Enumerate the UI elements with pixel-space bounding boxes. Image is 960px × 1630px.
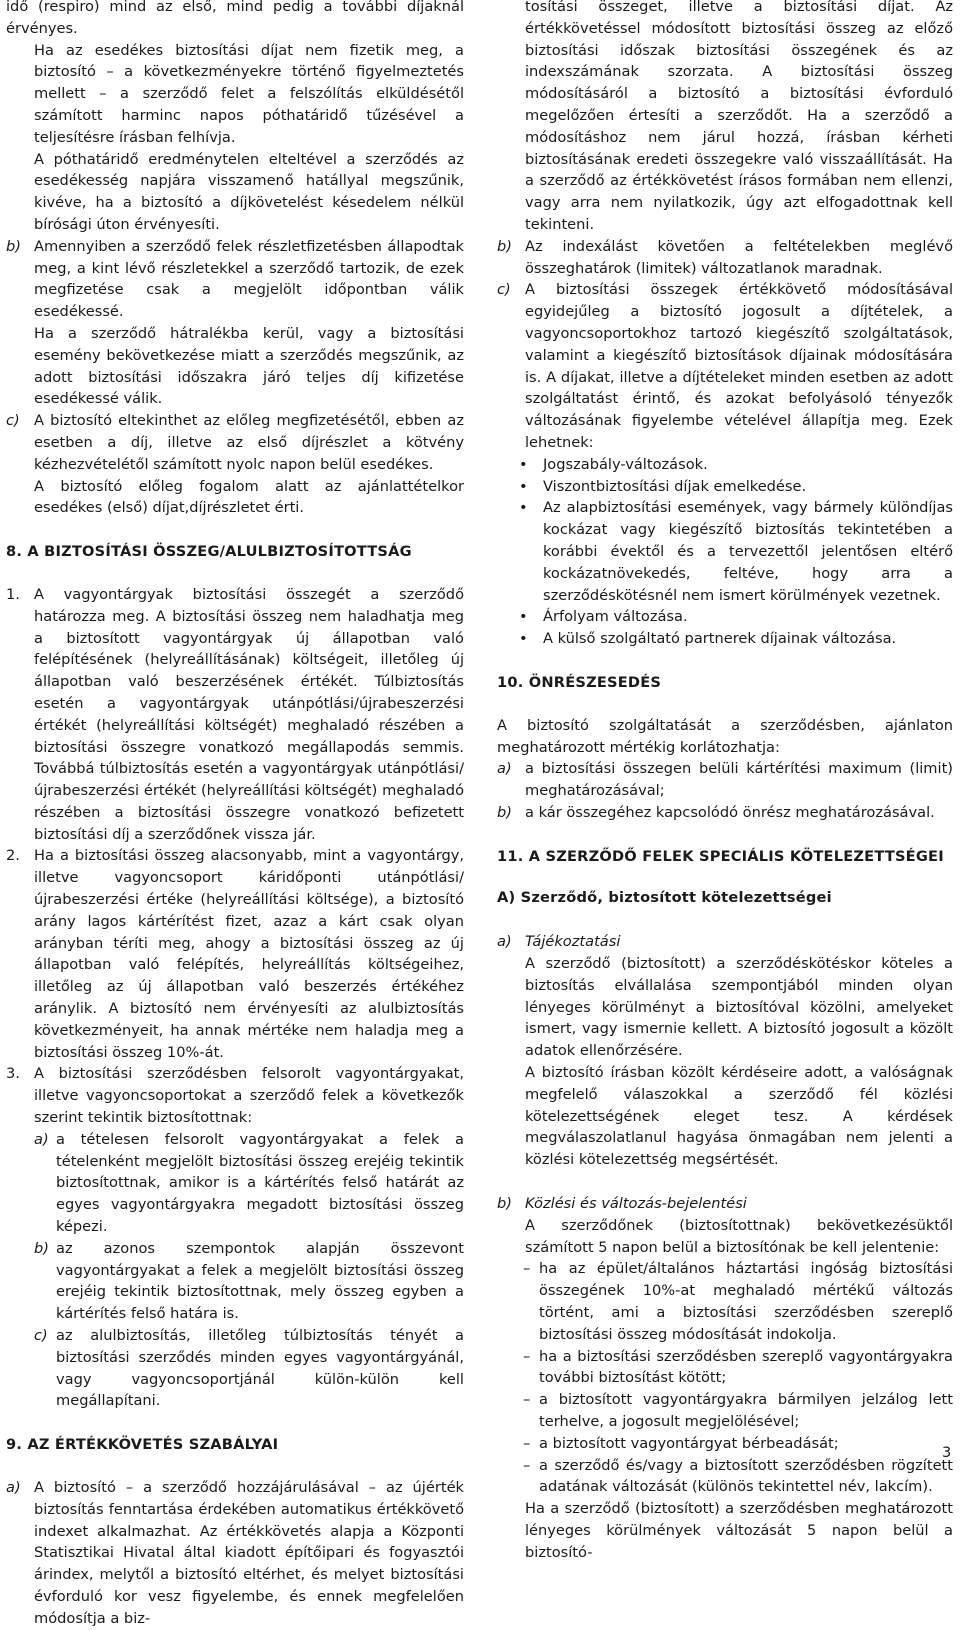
paragraph: A biztosítási összegek értékkövető módosításával egyidejűleg a biztosító jogosult a díjtételek, a vagyoncsoportokhoz tartozó kiegészítő szolgáltatások, valamint a kiegészítő biztosítások díjainak módosítására is. A díjakat, illetve a díjtételeket minden esetben az adott szolgáltatást érintő, és azokat befolyásoló tényezők változásának figyelembe vételével állapítja meg. Ezek lehetnek: <box>525 281 953 451</box>
item-marker: b) <box>6 237 21 255</box>
item-marker: a) <box>497 760 512 778</box>
paragraph: A szerződő (biztosított) a szerződéskötéskor köteles a biztosítás elvállalása szempontjából minden olyan lényeges körülményt a biztosítóval közölni, amelyeket ismert, vagy ismernie kellett. A biztosító jogosult a közölt adatok ellenőrzésére. <box>525 955 953 1060</box>
bullet-list <box>497 454 953 650</box>
paragraph: A szerződőnek (biztosítottnak) bekövetkezésüktől számított 5 napon belül a biztosítónak be kell jelentenie: <box>525 1216 953 1256</box>
bullet-icon: • <box>519 477 528 495</box>
paragraph: Ha az esedékes biztosítási díjat nem fizetik meg, a biztosító – a következményekre történő figyelmeztetés mellett – a szerződő felet a felszólítás elküldésétől számított harminc napos póthatáridő tűzésével a teljesítésre írásban felhívja. <box>34 41 464 146</box>
left-column <box>6 0 464 1630</box>
dash-item <box>497 1258 953 1345</box>
list-item <box>6 410 464 519</box>
bullet-icon: • <box>519 499 528 517</box>
paragraph: Ha a szerződő (biztosított) a szerződésben meghatározott lényeges körülmények változását 5 napon belül a biztosító- <box>525 1500 953 1561</box>
paragraph: Amennyiben a szerződő felek részletfizetésben állapodtak meg, a kint lévő részletekkel a szerződő tartozik, de ezek megfizetése csak a megjelölt időpontban válik esedékessé. <box>34 237 464 321</box>
sub-item <box>34 1238 464 1325</box>
dash-item <box>497 1433 953 1455</box>
paragraph: Jogszabály-változások. <box>543 455 708 473</box>
bullet-item <box>497 497 953 606</box>
item-marker: a) <box>497 933 512 951</box>
section-heading: 8. A BIZTOSÍTÁSI ÖSSZEG/ALULBIZTOSÍTOTTSÁG <box>6 543 412 561</box>
paragraph: A biztosító szolgáltatását a szerződésben, ajánlaton meghatározott mértékig korlátozhatja: <box>497 716 953 756</box>
sub-item <box>34 1325 464 1412</box>
item-marker: 2. <box>6 847 20 865</box>
bullet-item <box>497 628 953 650</box>
paragraph: a szerződő és/vagy a biztosított szerződésben rögzített adatának változását (különös tekintettel név, lakcím). <box>539 1456 953 1496</box>
paragraph: A biztosító írásban közölt kérdéseire adott, a valóságnak megfelelő válaszokkal a szerződő fél közlési kötelezettségének eleget tesz. A kérdések megválaszolatlanul hagyása önmagában nem jelenti a közlési kötelezettség megsértését. <box>525 1064 953 1169</box>
list-item <box>6 1477 464 1630</box>
paragraph: Az indexálást követően a feltételekben meglévő összeghatárok (limitek) változatlanok maradnak. <box>525 237 953 277</box>
dash-marker: – <box>523 1456 531 1474</box>
list-item <box>497 1193 953 1258</box>
bullet-icon: • <box>519 608 528 626</box>
list-item <box>497 931 953 1171</box>
paragraph: idő (respiro) mind az első, mind pedig a további díjaknál érvényes. <box>6 0 464 37</box>
item-marker: c) <box>34 1327 48 1345</box>
list-item <box>497 279 953 453</box>
dash-marker: – <box>523 1434 531 1452</box>
item-marker: 1. <box>6 585 20 603</box>
item-marker: c) <box>497 281 511 299</box>
dash-marker: – <box>523 1347 531 1365</box>
item-title: Tájékoztatási <box>525 933 621 951</box>
paragraph: A póthatáridő eredménytelen elteltével a szerződés az esedékesség napjára visszamenő hatállyal megszűnik, kivéve, ha a biztosító a díjkövetelést késedelem nélkül bírósági úton érvényesíti. <box>34 150 464 233</box>
dash-marker: – <box>523 1391 531 1409</box>
list-item <box>6 584 464 846</box>
paragraph: A külső szolgáltató partnerek díjainak változása. <box>543 630 897 648</box>
paragraph: tosítási összeget, illetve a biztosítási díjat. Az értékkövetéssel módosított biztosítási összeg az előző biztosítási időszak biztosítási összegének és az indexszámának szorzata. A biztosítási összeg módosításáról a biztosító a biztosítási évforduló megelőzően értesíti a szerződőt. Ha a szerződő a módosításhoz nem járul hozzá, írásban kérheti biztosításának eredeti összegekre való visszaállítását. Ha a szerződő az értékkövetést írásos formában nem ellenzi, vagy arra nem nyilatkozik, úgy azt elfogadottnak kell tekinteni. <box>525 0 953 233</box>
list-item <box>497 802 953 824</box>
item-marker: 3. <box>6 1065 20 1083</box>
bullet-icon: • <box>519 455 528 473</box>
paragraph: a kár összegéhez kapcsolódó önrész meghatározásával. <box>525 803 935 821</box>
item-marker: b) <box>497 237 512 255</box>
paragraph: a biztosított vagyontárgyakra bármilyen jelzálog lett terhelve, a jogosult megjelölésével; <box>539 1391 953 1431</box>
bullet-item <box>497 476 953 498</box>
item-marker: c) <box>6 412 20 430</box>
bullet-item <box>497 454 953 476</box>
bullet-item <box>497 606 953 628</box>
paragraph: Ha a szerződő hátralékba kerül, vagy a biztosítási esemény bekövetkezése miatt a szerződés megszűnik, az adott biztosítási időszakra járó teljes díj kifizetése esedékessé válik. <box>34 324 464 408</box>
list-item <box>497 236 953 280</box>
paragraph: ha a biztosítási szerződésben szereplő vagyontárgyakra további biztosítást kötött; <box>539 1347 953 1387</box>
item-marker: a) <box>34 1130 49 1148</box>
page-number: 3 <box>942 1444 952 1461</box>
paragraph: Az alapbiztosítási események, vagy bármely különdíjas kockázat vagy kiegészítő biztosítás tekintetében a korábbi évektől és a tervezettől jelentősen eltérő kockázatnövekedés, feltéve, hogy arra a szerződéskötésnél nem ismert körülmények vezetnek. <box>543 499 953 604</box>
bullet-icon: • <box>519 630 528 648</box>
list-item <box>497 758 953 802</box>
paragraph: ha az épület/általános háztartási ingóság biztosítási összegének 10%-at meghaladó mértékű változás történt, ami a biztosítási szerződésben szereplő biztosítási összeg módosítását indokolja. <box>539 1260 953 1343</box>
paragraph: A biztosítási szerződésben felsorolt vagyontárgyakat, illetve vagyoncsoportokat a szerződő felek a következők szerint tekintik biztosítottnak: <box>34 1065 464 1127</box>
right-column <box>497 0 953 1564</box>
section-heading: 9. AZ ÉRTÉKKÖVETÉS SZABÁLYAI <box>6 1436 279 1454</box>
item-marker: a) <box>6 1479 21 1496</box>
paragraph: A biztosító eltekinthet az előleg megfizetésétől, ebben az esetben a díj, illetve az első díjrészlet a kötvény kézhezvételétől számított nyolc napon belül esedékes. <box>34 412 464 473</box>
paragraph: A biztosító előleg fogalom alatt az ajánlattételkor esedékes (első) díjat,díjrészletet érti. <box>34 477 464 517</box>
list-item <box>6 236 464 410</box>
section-heading: 11. A SZERZŐDŐ FELEK SPECIÁLIS KÖTELEZETTSÉGEI <box>497 847 944 865</box>
paragraph: a biztosított vagyontárgyat bérbeadását; <box>539 1434 839 1452</box>
paragraph: Viszontbiztosítási díjak emelkedése. <box>543 477 807 495</box>
paragraph: Ha a biztosítási összeg alacsonyabb, mint a vagyontárgy, illetve vagyoncsoport káridőponti utánpótlási/újrabeszerzési értéke (helyreállítási költsége), a biztosító arány lagos kártérítést fizet, azaz a kárt csak olyan arányban téríti meg, ahogy a biztosítási összeg az új állapotban való felépítés, helyreállítás költségeihez, illetőleg az új állapotban való beszerzés értékéhez aránylik. A biztosító nem érvényesíti az alulbiztosítás következményeit, ha annak mértéke nem haladja meg a biztosítási összeg 10%-át. <box>34 847 464 1061</box>
paragraph: A biztosító – a szerződő hozzájárulásával – az újérték biztosítás fenntartása érdekében automatikus értékkövető indexet alkalmazhat. Az értékkövetés alapja a Központi Statisztikai Hivatal által kiadott építőipari és fogyasztói árindex, melytől a biztosító eltérhet, és melyet biztosítási évforduló kor vesz figyelembe, és ennek megfelelően módosítja a biz- <box>34 1479 464 1627</box>
dash-item <box>497 1389 953 1433</box>
dash-marker: – <box>523 1260 531 1278</box>
dash-list <box>497 1258 953 1498</box>
item-marker: b) <box>497 1195 512 1213</box>
section-heading: 10. ÖNRÉSZESEDÉS <box>497 673 662 691</box>
dash-item <box>497 1346 953 1390</box>
paragraph: A vagyontárgyak biztosítási összegét a szerződő határozza meg. A biztosítási összeg nem haladhatja meg a biztosított vagyontárgyak új állapotban való felépítésének (helyreállításának) költségeit, illetőleg új állapotban való beszerzésének értékét. Túlbiztosítás esetén a vagyontárgyak utánpótlási/újrabeszerzési értékét (helyreállítási költségét) meghaladó részében a biztosítási összegre vonatkozó megállapodás semmis. Továbbá túlbiztosítás esetén a vagyontárgyak utánpótlási/újrabeszerzési értékét (helyreállítási költségét) meghaladó részében a biztosítási összegre vonatkozó befizetett biztosítási díj a szerződőnek vissza jár. <box>34 585 464 843</box>
item-marker: b) <box>497 803 512 821</box>
item-marker: b) <box>34 1239 49 1257</box>
paragraph: a tételesen felsorolt vagyontárgyakat a felek a tételenként megjelölt biztosítási összeg erejéig tekintik biztosítottnak, amikor is a kártérítés felső határát az egyes vagyontárgyakra megadott biztosítási összeg képezi. <box>56 1130 464 1236</box>
paragraph: az alulbiztosítás, illetőleg túlbiztosítás tényét a biztosítási szerződés minden egyes vagyontárgyánál, vagy vagyoncsoportjánál külön-külön kell megállapítani. <box>56 1327 464 1410</box>
paragraph: az azonos szempontok alapján összevont vagyontárgyakat a felek a megjelölt biztosítási összeg erejéig tekintik biztosítottnak, mely összeg egyben a kártérítés felső határa is. <box>56 1239 464 1323</box>
paragraph: a biztosítási összegen belüli kártérítési maximum (limit) meghatározásával; <box>525 760 953 800</box>
item-title: Közlési és változás-bejelentési <box>525 1195 747 1213</box>
dash-item <box>497 1455 953 1499</box>
paragraph: Árfolyam változása. <box>543 608 688 626</box>
list-item <box>6 845 464 1063</box>
subsection-heading: A) Szerződő, biztosított kötelezettségei <box>497 889 832 907</box>
list-item <box>6 1063 464 1412</box>
sub-item <box>34 1129 464 1238</box>
